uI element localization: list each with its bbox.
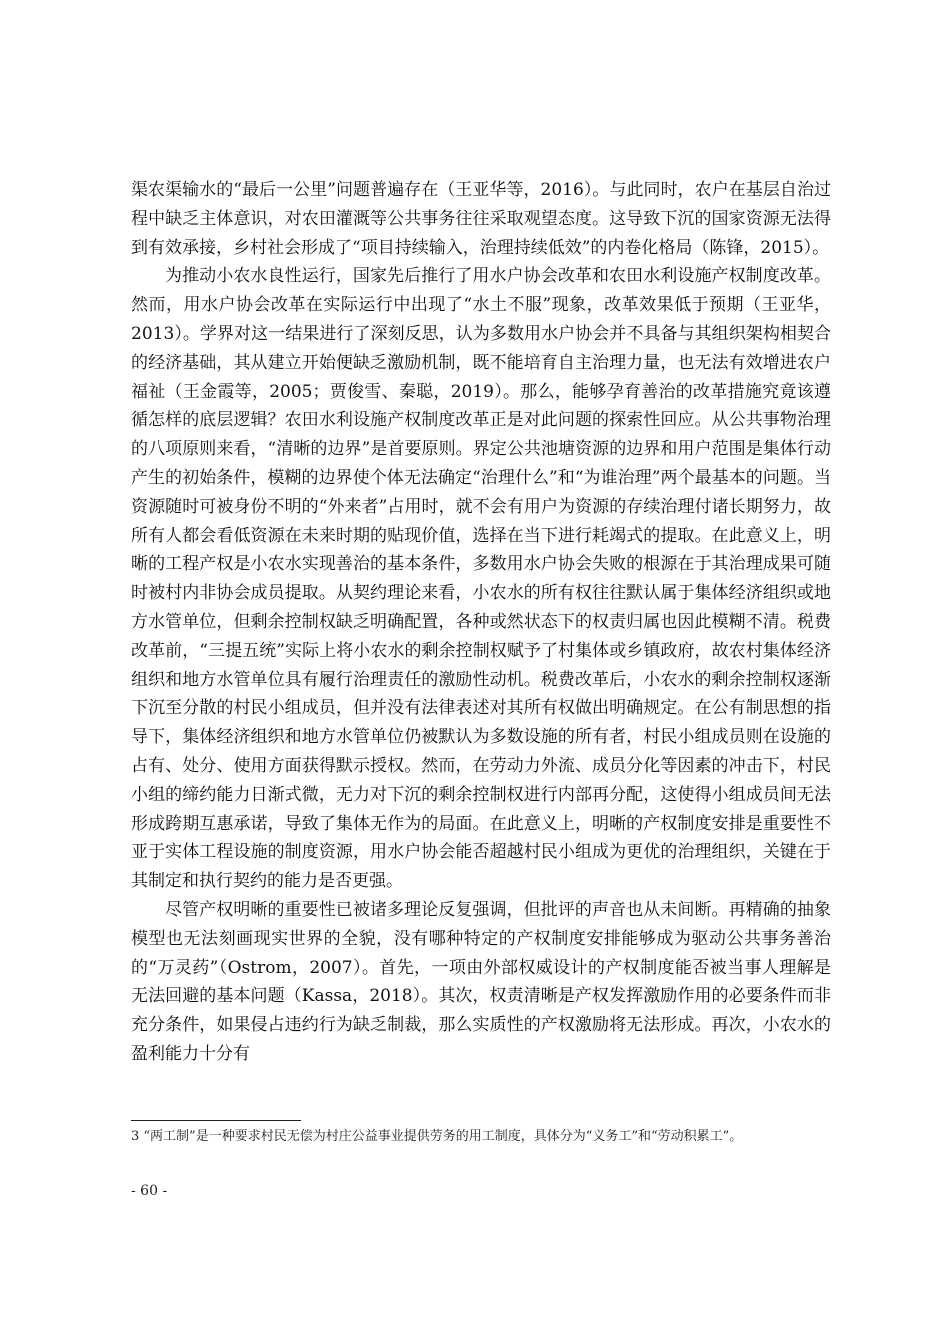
footnote-divider <box>131 1120 301 1121</box>
body-text <box>131 176 831 1069</box>
page-number: - 60 - <box>131 1183 168 1199</box>
footnote: 3 “两工制”是一种要求村民无偿为村庄公益事业提供劳务的用工制度，具体分为“义务工”和“劳动积累工”。 <box>131 1129 743 1144</box>
paragraph-2: 为推动小农水良性运行，国家先后推行了用水户协会改革和农田水利设施产权制度改革。然而，用水户协会改革在实际运行中出现了“水土不服”现象，改革效果低于预期（王亚华，2013）。学界对这一结果进行了深刻反思，认为多数用水户协会并不具备与其组织架构相契合的经济基础，其从建立开始便缺乏激励机制，既不能培育自主治理力量，也无法有效增进农户福祉（王金霞等，2005；贾俊雪、秦聪，2019）。那么，能够孕育善治的改革措施究竟该遵循怎样的底层逻辑？农田水利设施产权制度改革正是对此问题的探索性回应。从公共事物治理的八项原则来看，“清晰的边界”是首要原则。界定公共池塘资源的边界和用户范围是集体行动产生的初始条件，模糊的边界使个体无法确定“治理什么”和“为谁治理”两个最基本的问题。当资源随时可被身份不明的“外来者”占用时，就不会有用户为资源的存续治理付诸长期努力，故所有人都会看低资源在未来时期的贴现价值，选择在当下进行耗竭式的提取。在此意义上，明晰的工程产权是小农水实现善治的基本条件，多数用水户协会失败的根源在于其治理成果可随时被村内非协会成员提取。从契约理论来看，小农水的所有权往往默认属于集体经济组织或地方水管单位，但剩余控制权缺乏明确配置，各种或然状态下的权责归属也因此模糊不清。税费改革前，“三提五统”实际上将小农水的剩余控制权赋予了村集体或乡镇政府，故农村集体经济组织和地方水管单位具有履行治理责任的激励性动机。税费改革后，小农水的剩余控制权逐渐下沉至分散的村民小组成员，但并没有法律表述对其所有权做出明确规定。在公有制思想的指导下，集体经济组织和地方水管单位仍被默认为多数设施的所有者，村民小组成员则在设施的占有、处分、使用方面获得默示授权。然而，在劳动力外流、成员分化等因素的冲击下，村民小组的缔约能力日渐式微，无力对下沉的剩余控制权进行内部再分配，这使得小组成员间无法形成跨期互惠承诺，导致了集体无作为的局面。在此意义上，明晰的产权制度安排是重要性不亚于实体工程设施的制度资源，用水户协会能否超越村民小组成为更优的治理组织，关键在于其制定和执行契约的能力是否更强。 <box>131 266 831 892</box>
paragraph-1: 渠农渠输水的“最后一公里”问题普遍存在（王亚华等，2016）。与此同时，农户在基层自治过程中缺乏主体意识，对农田灌溉等公共事务往往采取观望态度。这导致下沉的国家资源无法得到有效承接，乡村社会形成了“项目持续输入，治理持续低效”的内卷化格局（陈锋，2015）。 <box>131 180 831 258</box>
paragraph-3: 尽管产权明晰的重要性已被诸多理论反复强调，但批评的声音也从未间断。再精确的抽象模型也无法刻画现实世界的全貌，没有哪种特定的产权制度安排能够成为驱动公共事务善治的“万灵药”（Ostrom，2007）。首先，一项由外部权威设计的产权制度能否被当事人理解是无法回避的基本问题（Kassa，2018）。其次，权责清晰是产权发挥激励作用的必要条件而非充分条件，如果侵占违约行为缺乏制裁，那么实质性的产权激励将无法形成。再次，小农水的盈利能力十分有 <box>131 899 831 1064</box>
